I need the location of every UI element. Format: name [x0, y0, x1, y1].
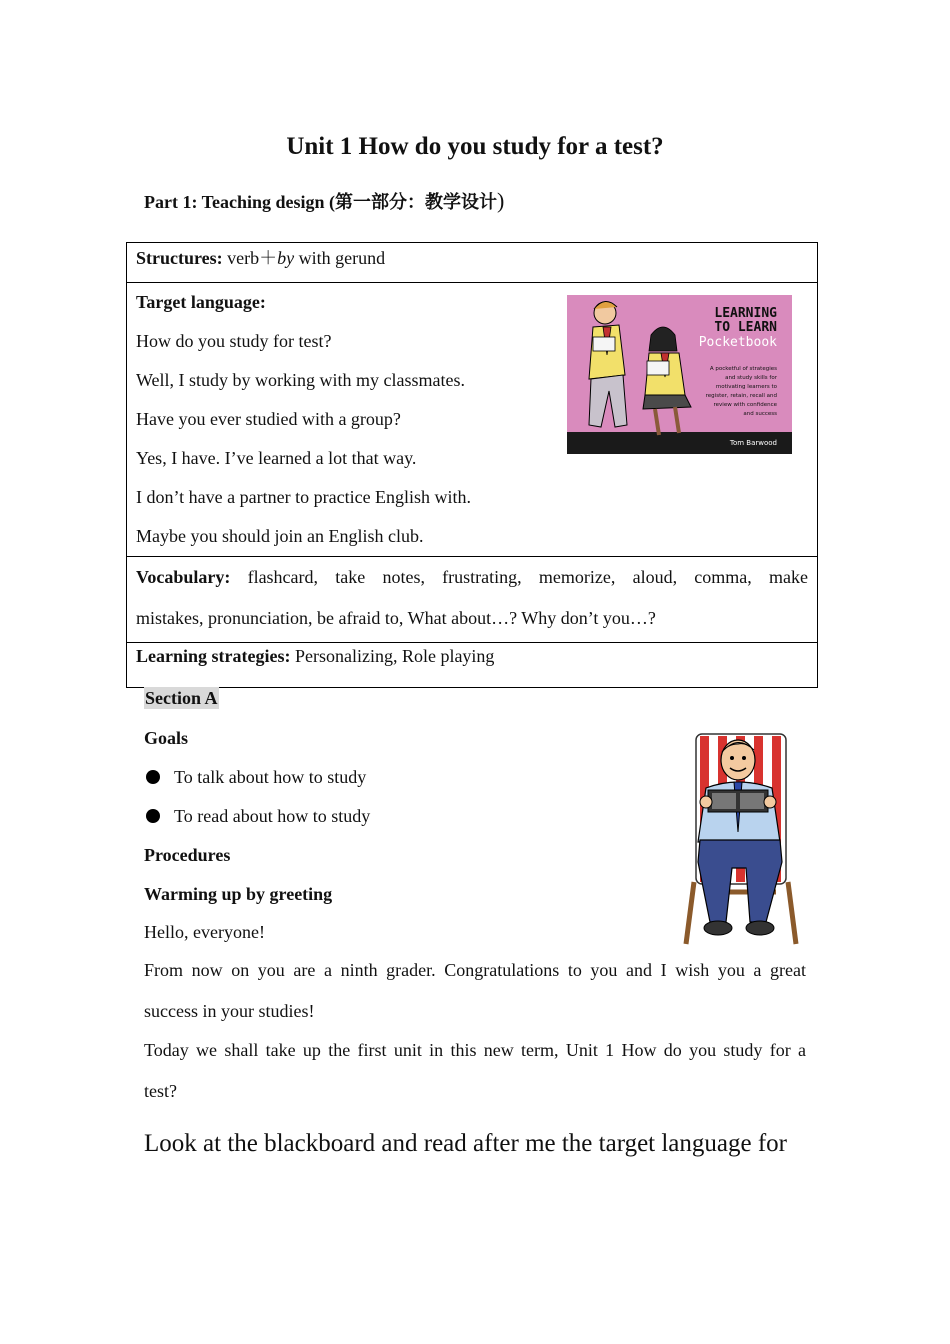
strategies-row: [127, 642, 817, 687]
book-author: Tom Barwood: [729, 439, 777, 447]
structures-label: Structures:: [136, 248, 223, 268]
book-blurb: motivating learners to: [715, 384, 777, 390]
target-label: Target language:: [136, 292, 266, 312]
book-blurb: review with confidence: [713, 402, 777, 408]
paragraph-congrats: [144, 950, 806, 1032]
target-line: Maybe you should join an English club.: [136, 526, 424, 546]
book-title-2: TO LEARN: [714, 320, 777, 335]
strategies-value: Personalizing, Role playing: [290, 646, 495, 666]
paragraph-today: [144, 1030, 806, 1112]
vocab-line2: mistakes, pronunciation, be afraid to, What about…? Why don’t you…?: [136, 608, 656, 628]
part-heading-paren: ): [497, 188, 505, 213]
vocab-line1: flashcard, take notes, frustrating, memorize, aloud, comma, make: [230, 567, 808, 587]
goal-item: [144, 765, 366, 789]
warmup-heading: Warming up by greeting: [144, 884, 333, 904]
structures-by: by: [277, 248, 295, 268]
part-heading-text: Part 1: Teaching design (第一部分：教学设计: [144, 192, 498, 212]
target-line: How do you study for test?: [136, 331, 332, 351]
bullet-icon: [146, 770, 160, 784]
section-label: Section A: [145, 688, 218, 708]
bullet-icon: [146, 809, 160, 823]
target-line: Yes, I have. I’ve learned a lot that way.: [136, 448, 417, 468]
paragraph-line: success in your studies!: [144, 1001, 315, 1021]
book-blurb: and success: [743, 411, 777, 417]
book-cover-image: [567, 295, 792, 454]
target-line: I don’t have a partner to practice English with.: [136, 487, 472, 507]
structures-pre: verb＋: [222, 248, 278, 268]
reading-man-image: [676, 732, 806, 952]
goal-text: To talk about how to study: [174, 767, 367, 787]
page-title: Unit 1 How do you study for a test?: [286, 133, 664, 160]
procedures-heading: Procedures: [144, 845, 231, 865]
hello-text: Hello, everyone!: [144, 922, 265, 942]
structures-row: [127, 243, 817, 282]
structures-post: with gerund: [294, 248, 386, 268]
book-title-3: Pocketbook: [698, 335, 777, 350]
target-line: Well, I study by working with my classmates.: [136, 370, 466, 390]
target-line: Have you ever studied with a group?: [136, 409, 401, 429]
goal-item: [144, 804, 370, 828]
goal-text: To read about how to study: [174, 806, 371, 826]
vocabulary-row: [127, 556, 817, 642]
instruction-text: Look at the blackboard and read after me the target language for: [144, 1130, 787, 1157]
strategies-label: Learning strategies:: [136, 646, 291, 666]
goals-heading: Goals: [144, 728, 189, 748]
teaching-design-table: [126, 242, 818, 688]
part-heading: [144, 188, 504, 214]
book-blurb: and study skills for: [725, 375, 777, 381]
target-language-row: [127, 282, 817, 556]
book-blurb: A pocketful of strategies: [709, 366, 777, 372]
vocab-label: Vocabulary:: [136, 567, 231, 587]
paragraph-line: test?: [144, 1081, 177, 1101]
paragraph-line: From now on you are a ninth grader. Congratulations to you and I wish you a great: [144, 960, 806, 980]
book-blurb: register, retain, recall and: [705, 393, 777, 399]
book-title-1: LEARNING: [714, 306, 777, 321]
paragraph-line: Today we shall take up the first unit in this new term, Unit 1 How do you study for a: [144, 1040, 806, 1060]
